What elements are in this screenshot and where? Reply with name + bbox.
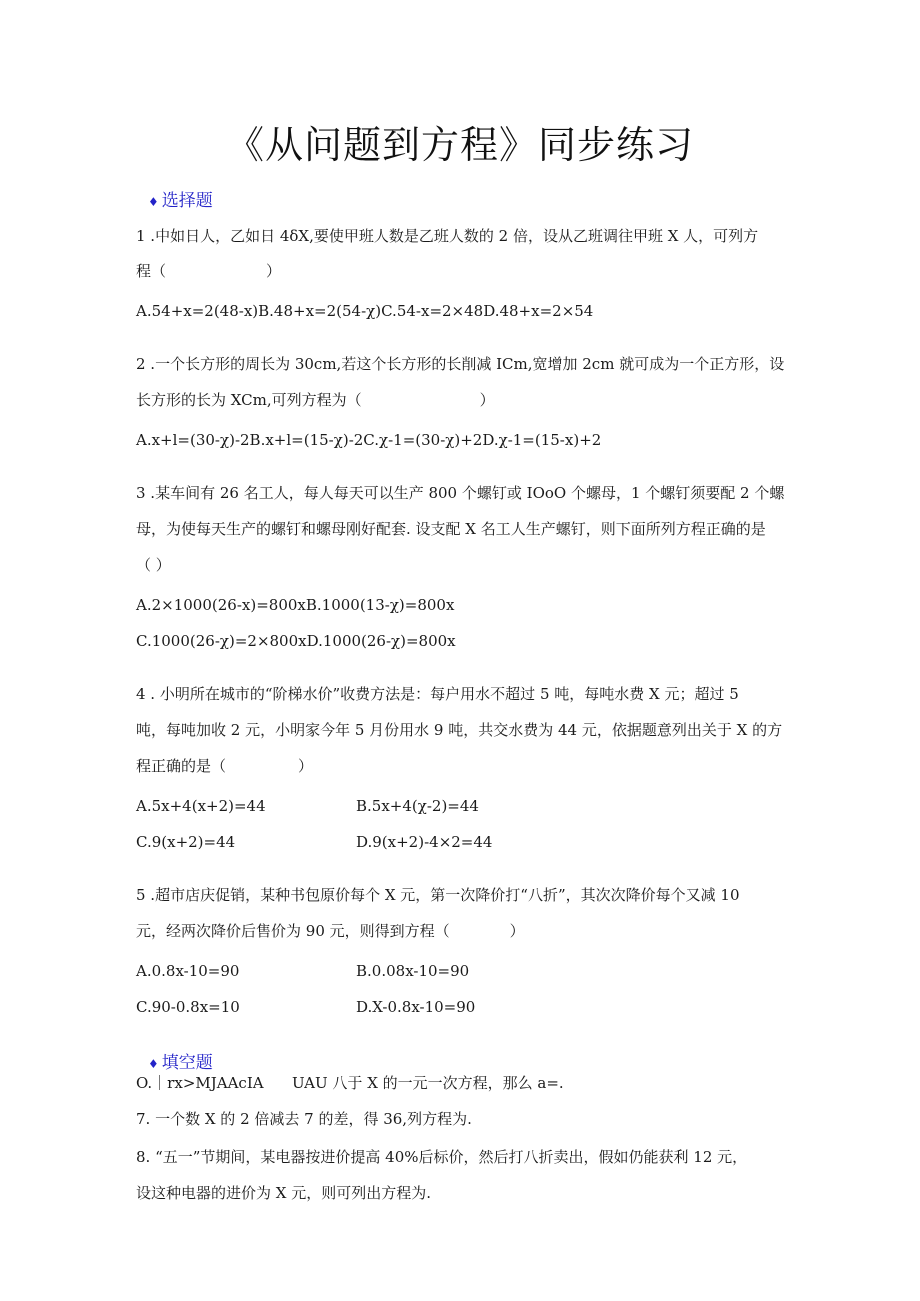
- question-5-stem: 元，经两次降价后售价为 90 元，则得到方程（: [136, 922, 450, 940]
- diamond-bullet-icon: ♦: [148, 1057, 159, 1071]
- question-4-option-b: B.5x+4(χ-2)=44: [356, 797, 479, 815]
- question-4-line-3: [136, 755, 313, 776]
- question-5-line-1: 5 .超市店庆促销，某种书包原价每个 X 元，第一次降价打“八折”，其次次降价每个又减 10: [136, 886, 740, 904]
- question-4-option-a: A.5x+4(x+2)=44: [136, 797, 266, 815]
- question-4-paren-close: ）: [298, 757, 314, 775]
- question-5-line-2: [136, 920, 525, 941]
- question-5-option-b: B.0.08x-10=90: [356, 962, 470, 980]
- question-2-paren-close: ）: [479, 391, 495, 409]
- question-4-option-d: D.9(x+2)-4×2=44: [356, 833, 493, 851]
- section-heading-choice: [148, 186, 213, 211]
- question-1-paren-close: ）: [266, 262, 282, 280]
- question-5-option-d: D.X-0.8x-10=90: [356, 998, 476, 1016]
- question-6-part-2: UAU 八于 X 的一元一次方程，那么 a=.: [292, 1074, 564, 1092]
- section-label: 填空题: [161, 1053, 213, 1073]
- question-4-option-c: C.9(x+2)=44: [136, 833, 236, 851]
- question-1-line-1: 1 .中如日人，乙如日 4δX,要使甲班人数是乙班人数的 2 倍，设从乙班调往甲班 X 人，可列方: [136, 227, 759, 245]
- question-8-line-1: 8. “五一”节期间，某电器按进价提高 40%后标价，然后打八折卖出，假如仍能获利 12 元，: [136, 1148, 748, 1166]
- question-2-line-2: [136, 389, 495, 410]
- question-5-paren-close: ）: [509, 922, 525, 940]
- question-8-line-2: 设这种电器的进价为 X 元，则可列出方程为.: [136, 1184, 431, 1202]
- question-5-option-c: C.90-0.8x=10: [136, 998, 240, 1016]
- question-4-line-1: 4 . 小明所在城市的“阶梯水价”收费方法是：每户用水不超过 5 吨，每吨水费 X 元；超过 5: [136, 685, 739, 703]
- question-3-line-1: 3 .某车间有 26 名工人，每人每天可以生产 800 个螺钉或 IOoO 个螺母，1 个螺钉须要配 2 个螺: [136, 484, 785, 502]
- question-2-line-1: 2 .一个长方形的周长为 30cm,若这个长方形的长削减 ICm,宽增加 2cm 就可成为一个正方形，设: [136, 355, 785, 373]
- question-7-line-1: 7. 一个数 X 的 2 倍减去 7 的差，得 36,列方程为.: [136, 1110, 472, 1128]
- question-3-options-ab: A.2×1000(26-x)=800xB.1000(13-χ)=800x: [136, 596, 455, 614]
- question-1-stem: 程（: [136, 262, 167, 280]
- question-6-part-1: O.｜rx>MJAAcIA: [136, 1074, 264, 1092]
- question-3-line-2: 母，为使每天生产的螺钉和螺母刚好配套. 设支配 X 名工人生产螺钉，则下面所列方程正确的是: [136, 520, 766, 538]
- question-4-line-2: 吨，每吨加收 2 元，小明家今年 5 月份用水 9 吨，共交水费为 44 元，依据题意列出关于 X 的方: [136, 721, 783, 739]
- section-label: 选择题: [161, 191, 213, 211]
- question-2-options: A.x+l=(30-χ)-2B.x+l=(15-χ)-2C.χ-1=(30-χ)+2D.χ-1=(15-x)+2: [136, 431, 602, 449]
- page-title: 《从问题到方程》同步练习: [225, 123, 694, 167]
- question-1-line-2: [136, 260, 281, 281]
- question-3-line-3: （ ）: [136, 556, 171, 574]
- question-4-stem: 程正确的是（: [136, 757, 227, 775]
- question-2-stem: 长方形的长为 XCm,可列方程为（: [136, 391, 362, 409]
- diamond-bullet-icon: ♦: [148, 195, 159, 209]
- question-5-option-a: A.0.8x-10=90: [136, 962, 240, 980]
- question-1-options: A.54+x=2(48-x)B.48+x=2(54-χ)C.54-x=2×48D.48+x=2×54: [136, 302, 594, 320]
- question-3-options-cd: C.1000(26-χ)=2×800xD.1000(26-χ)=800x: [136, 632, 456, 650]
- section-heading-fill: [148, 1048, 213, 1073]
